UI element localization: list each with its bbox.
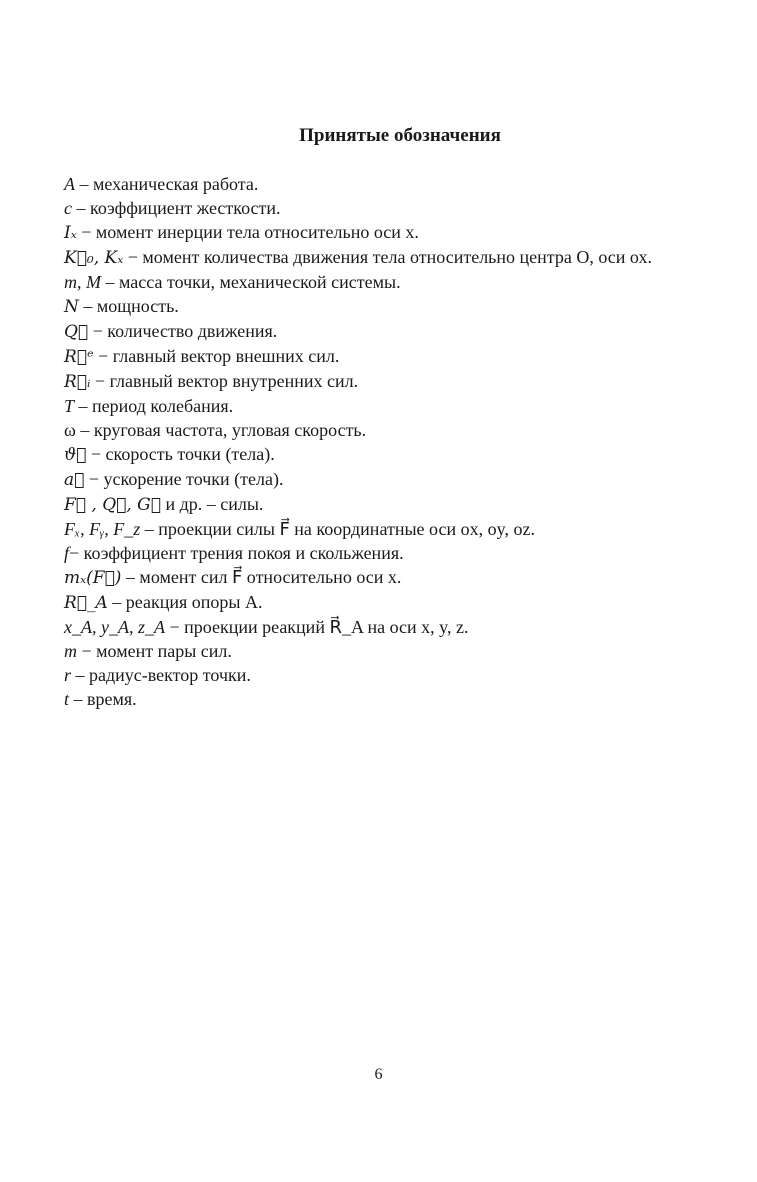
notation-description: – период колебания.	[74, 396, 234, 416]
notation-description: – коэффициент жесткости.	[72, 198, 281, 218]
list-item	[64, 541, 692, 565]
list-item	[64, 590, 692, 615]
notation-description: – радиус-вектор точки.	[71, 665, 251, 685]
notation-symbol: K⃗₀, Kₓ	[64, 248, 124, 268]
notation-symbol: N	[64, 297, 79, 317]
list-item	[64, 687, 692, 711]
notation-description: − момент инерции тела относительно оси x.	[76, 222, 419, 242]
notation-description: − главный вектор внешних сил.	[93, 346, 340, 366]
notation-symbol: x_A, y_A, z_A	[64, 617, 165, 637]
list-item	[64, 394, 692, 418]
notation-description: – мощность.	[78, 296, 179, 316]
notation-description: − главный вектор внутренних сил.	[90, 371, 359, 391]
notation-description: – масса точки, механической системы.	[101, 272, 401, 292]
notation-list	[64, 172, 692, 711]
notation-description: – механическая работа.	[75, 174, 259, 194]
list-item	[64, 245, 692, 270]
notation-symbol: m	[64, 641, 77, 661]
notation-symbol: R⃗_A	[64, 593, 108, 613]
notation-symbol: t	[64, 689, 70, 709]
list-item	[64, 196, 692, 220]
page-number: 6	[374, 1066, 383, 1083]
notation-description: − коэффициент трения покоя и скольжения.	[69, 543, 404, 563]
notation-description: и др. – силы.	[160, 494, 264, 514]
list-item	[64, 639, 692, 663]
list-item	[64, 615, 692, 639]
notation-description: − проекции реакций R⃗_A на оси x, y, z.	[164, 617, 469, 637]
list-item	[64, 220, 692, 245]
notation-description: − ускорение точки (тела).	[84, 469, 284, 489]
notation-description: – проекции силы F⃗ на координатные оси ox, oy, oz.	[140, 519, 535, 539]
list-item	[64, 467, 692, 492]
notation-symbol: ω	[64, 420, 76, 440]
notation-description: − скорость точки (тела).	[86, 444, 275, 464]
notation-description: – реакция опоры А.	[107, 592, 263, 612]
list-item	[64, 344, 692, 369]
notation-symbol: f	[64, 543, 70, 563]
notation-symbol: Fₓ, Fᵧ, F_z	[64, 519, 141, 539]
notation-symbol: ϑ⃗	[64, 445, 87, 465]
list-item	[64, 270, 692, 294]
notation-description: – момент сил F⃗ относительно оси x.	[121, 567, 402, 587]
notation-symbol: m, M	[64, 272, 101, 292]
notation-description: – время.	[69, 689, 137, 709]
notation-description: − количество движения.	[88, 321, 278, 341]
list-item	[64, 418, 692, 442]
notation-symbol: R⃗ᵉ	[64, 347, 94, 367]
list-item	[64, 517, 692, 541]
notation-symbol: R⃗ᵢ	[64, 372, 91, 392]
list-item	[64, 565, 692, 590]
list-item	[64, 294, 692, 319]
notation-symbol: Q⃗	[64, 322, 89, 342]
page-title: Принятые обозначения	[299, 125, 501, 146]
list-item	[64, 442, 692, 467]
notation-symbol: Iₓ	[64, 223, 77, 243]
list-item	[64, 663, 692, 687]
notation-symbol: a⃗	[64, 470, 85, 490]
list-item	[64, 319, 692, 344]
notation-symbol: r	[64, 665, 72, 685]
notation-symbol: mₓ(F⃗)	[64, 568, 122, 588]
notation-symbol: A	[64, 174, 75, 194]
notation-symbol: F⃗ , Q⃗, G⃗	[64, 495, 161, 515]
notation-description: − момент количества движения тела относительно центра О, оси ох.	[123, 247, 652, 267]
list-item	[64, 172, 692, 196]
list-item	[64, 369, 692, 394]
list-item	[64, 492, 692, 517]
notation-symbol: T	[64, 396, 75, 416]
notation-symbol: c	[64, 198, 72, 218]
notation-description: − момент пары сил.	[77, 641, 232, 661]
notation-description: – круговая частота, угловая скорость.	[75, 420, 367, 440]
